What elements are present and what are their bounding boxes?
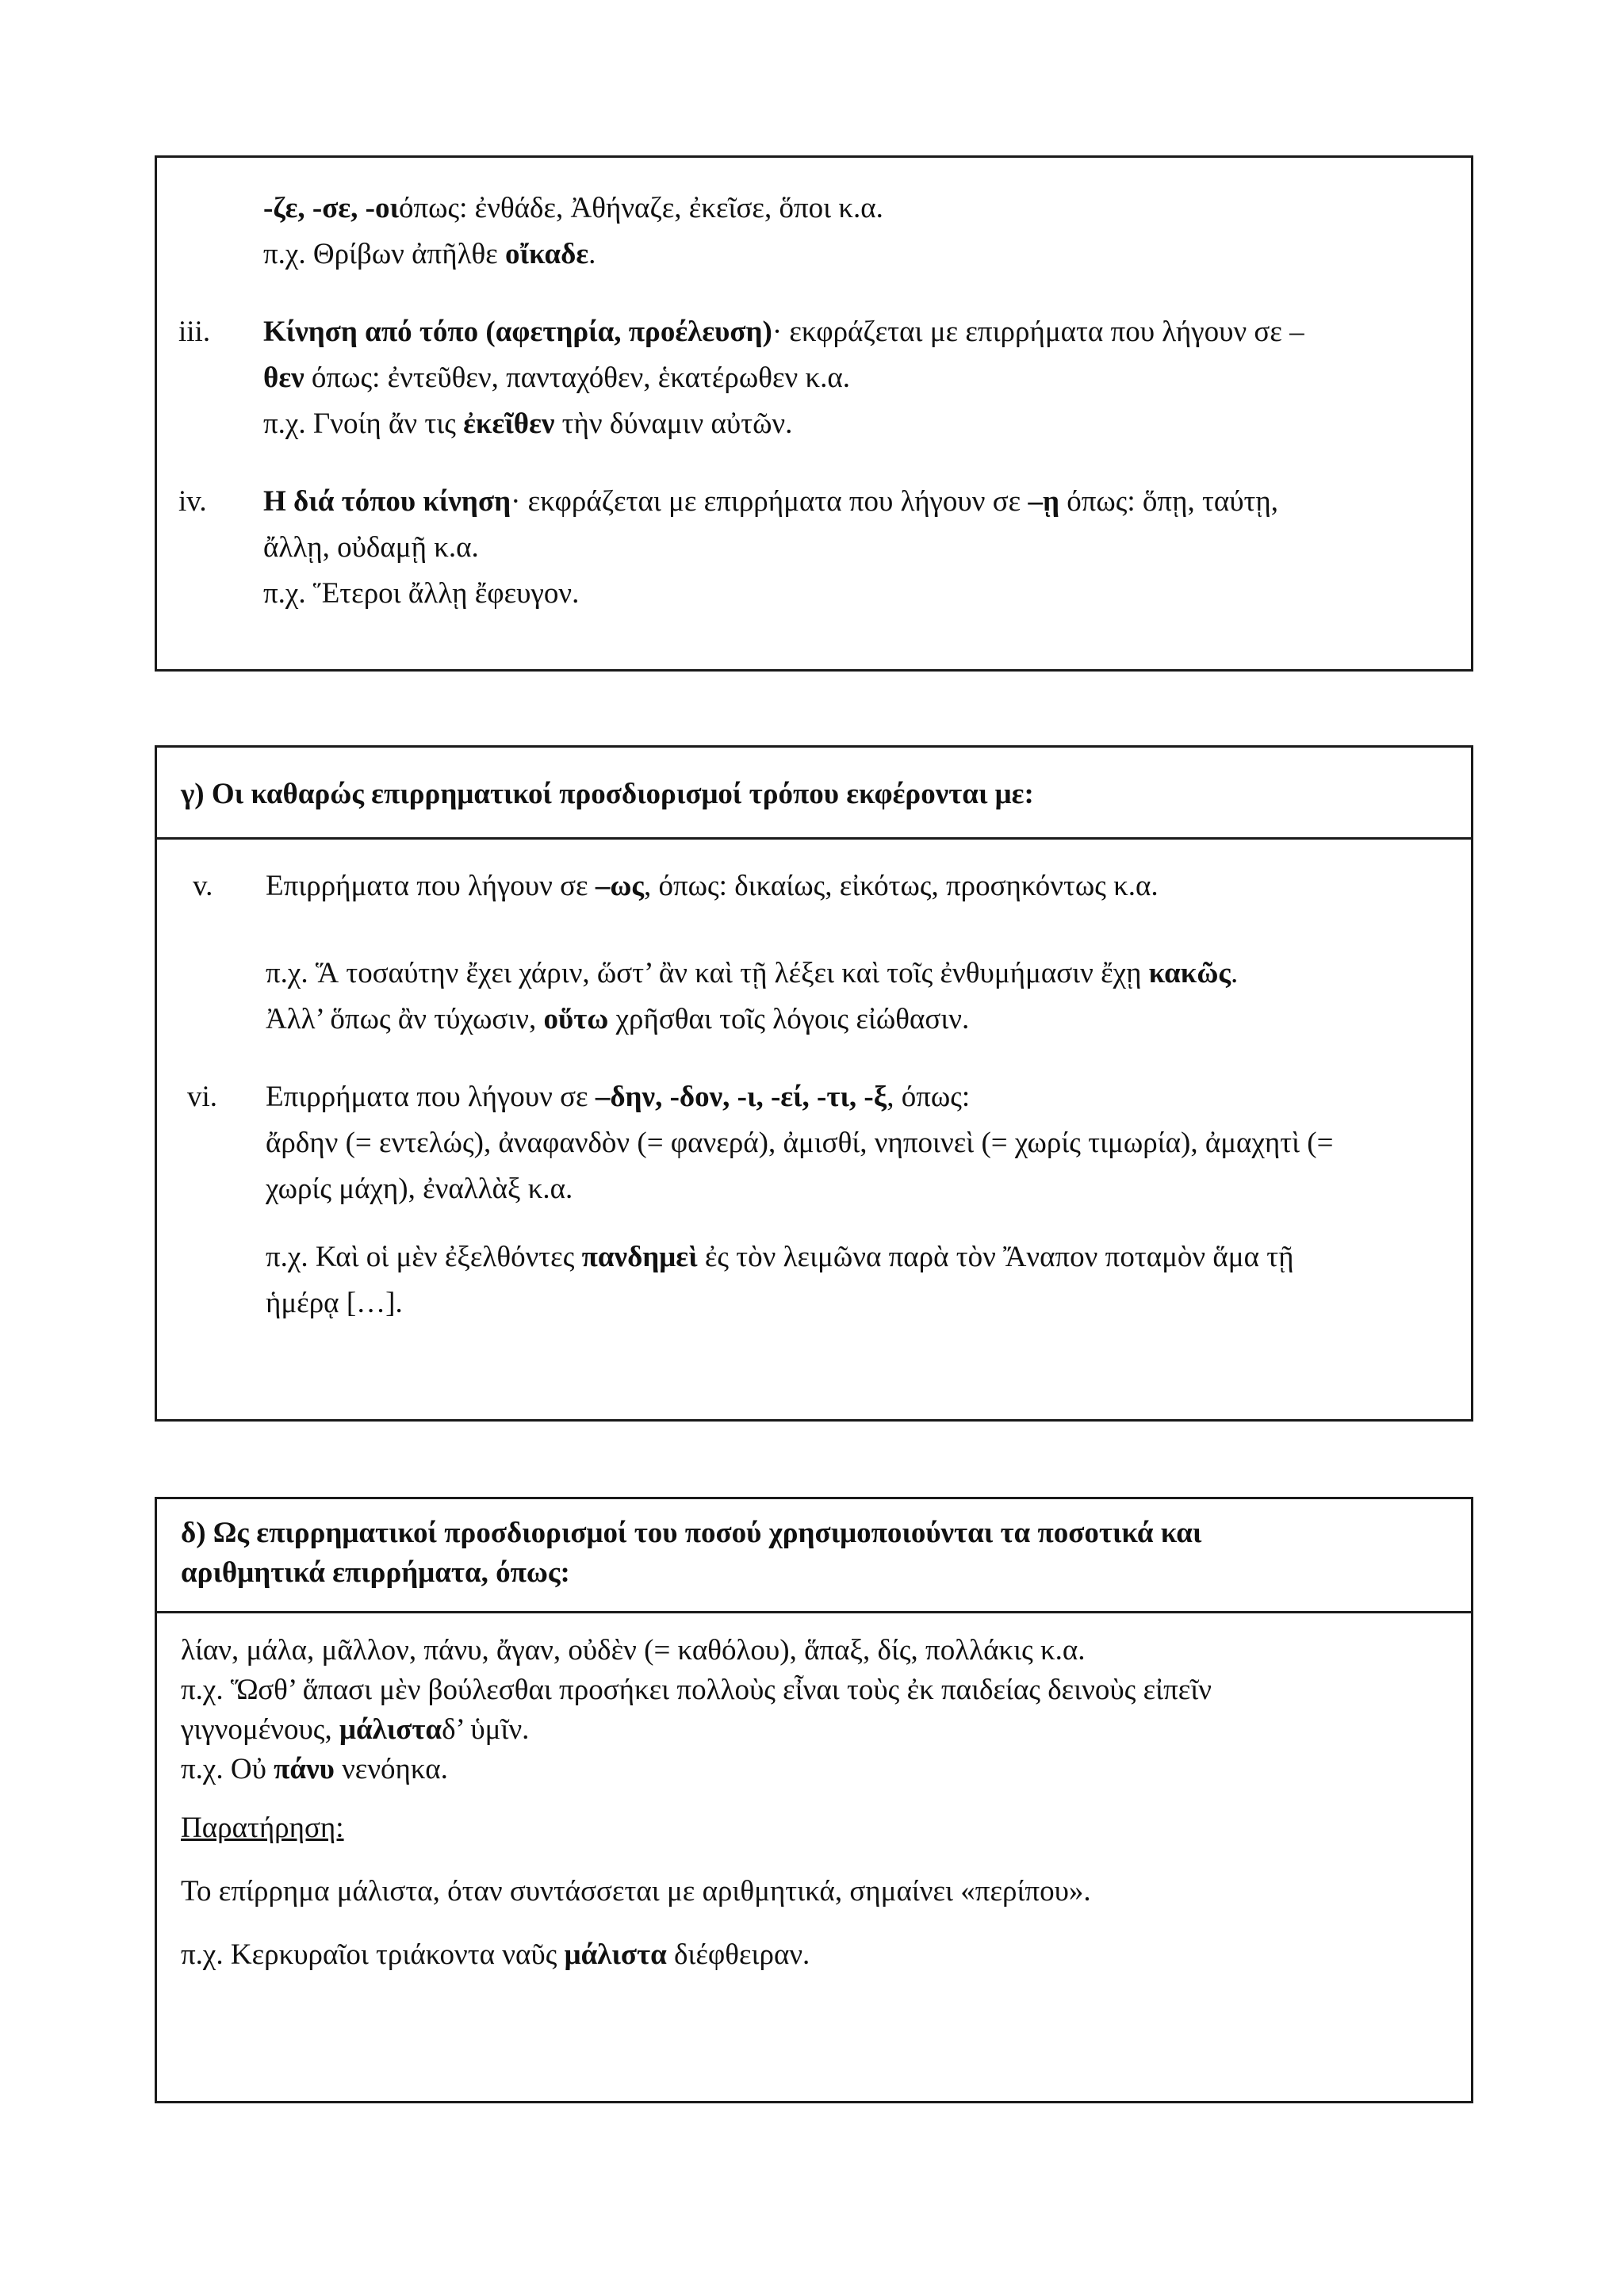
section-box-quantity <box>155 1497 1473 2103</box>
intro-example-line: π.χ. Θρίβων ἀπῆλθε οἴκαδε. <box>263 238 596 270</box>
item-title: Η διά τόπου κίνηση <box>263 485 511 518</box>
item-number: iv. <box>178 485 207 518</box>
intro-suffix-line: -ζε, -σε, -οιόπως: ἐνθάδε, Ἀθήναζε, ἐκεῖσε, ὅποι κ.α. <box>263 192 883 224</box>
item-number: iii. <box>178 316 211 348</box>
section-box-manner <box>155 745 1473 1422</box>
item-v: v. Επιρρήματα που λήγουν σε –ως, όπως: δικαίως, εἰκότως, προσηκόντως κ.α. π.χ. Ἅ τοσαύτην ἔχει χάριν, ὥστ’ ἂν καὶ τῇ λέξει καὶ τοῖς ἐνθυμήμασιν ἔχῃ κακῶς. Ἀλλ’ ὅπως ἂν τύχωσιν, οὕτω χρῆσθαι τοῖς λόγοις εἰώθασιν. <box>157 863 1471 1043</box>
item-number: v. <box>193 870 213 902</box>
note-label: Παρατήρηση: <box>181 1812 344 1844</box>
section-header: δ) Ως επιρρηματικοί προσδιορισμοί του ποσού χρησιμοποιούνται τα ποσοτικά και αριθμητικά επιρρήματα, όπως: <box>157 1499 1471 1613</box>
example-line: Ἀλλ’ ὅπως ἂν τύχωσιν, οὕτω χρῆσθαι τοῖς λόγοις εἰώθασιν. <box>266 1003 970 1035</box>
item-number: vi. <box>187 1081 218 1113</box>
item-vi: vi. Επιρρήματα που λήγουν σε –δην, -δον, -ι, -εί, -τι, -ξ, όπως: ἄρδην (= εντελώς), ἀναφανδὸν (= φανερά), ἀμισθί, νηποινεὶ (= χωρίς τιμωρία), ἀμαχητὶ (= χωρίς μάχη), ἐναλλὰξ κ.α. π.χ. Καὶ οἱ μὲν ἐξελθόντες πανδημεὶ ἐς τὸν λειμῶνα παρὰ τὸν Ἄναπον ποταμὸν ἅμα τῇ ἡμέρᾳ […]. <box>157 1074 1471 1326</box>
note-text: Το επίρρημα μάλιστα, όταν συντάσσεται με αριθμητικά, σημαίνει «περίπου». <box>181 1875 1091 1908</box>
example-line: γιγνομένους, μάλισταδ’ ὑμῖν. <box>181 1713 530 1746</box>
item-title: Κίνηση από τόπο (αφετηρία, προέλευση) <box>263 316 772 348</box>
example-line: π.χ. Ἅ τοσαύτην ἔχει χάριν, ὥστ’ ἂν καὶ τῇ λέξει καὶ τοῖς ἐνθυμήμασιν ἔχῃ κακῶς. <box>266 957 1239 989</box>
item-iii: iii. Κίνηση από τόπο (αφετηρία, προέλευση)· εκφράζεται με επιρρήματα που λήγουν σε – θεν όπως: ἐντεῦθεν, πανταχόθεν, ἑκατέρωθεν κ.α. π.χ. Γνοίη ἄν τις ἐκεῖθεν τὴν δύναμιν αὐτῶν. <box>155 309 1473 447</box>
example-line: π.χ. Ἕτεροι ἄλλῃ ἔφευγον. <box>263 577 580 610</box>
section-box-place-content <box>155 155 1473 617</box>
item-iv: iv. Η διά τόπου κίνηση· εκφράζεται με επιρρήματα που λήγουν σε –ῃ όπως: ὅπῃ, ταύτῃ, ἄλλῃ, οὐδαμῇ κ.α. π.χ. Ἕτεροι ἄλλῃ ἔφευγον. <box>155 479 1473 617</box>
example-line: π.χ. Καὶ οἱ μὲν ἐξελθόντες πανδημεὶ ἐς τὸν λειμῶνα παρὰ τὸν Ἄναπον ποταμὸν ἅμα τῇ <box>266 1241 1294 1273</box>
example-line: π.χ. Κερκυραῖοι τριάκοντα ναῦς μάλιστα διέφθειραν. <box>181 1938 810 1971</box>
example-line: π.χ. Γνοίη ἄν τις ἐκεῖθεν τὴν δύναμιν αὐτῶν. <box>263 408 793 440</box>
adverb-list: λίαν, μάλα, μᾶλλον, πάνυ, ἄγαν, οὐδὲν (= καθόλου), ἅπαξ, δίς, πολλάκις κ.α. <box>181 1634 1086 1667</box>
example-line: π.χ. Ὥσθ’ ἅπασι μὲν βούλεσθαι προσήκει πολλοὺς εἶναι τοὺς ἐκ παιδείας δεινοὺς εἰπεῖν <box>181 1674 1212 1706</box>
example-line: π.χ. Οὐ πάνυ νενόηκα. <box>181 1753 448 1785</box>
intro-block <box>155 186 1473 277</box>
suffix-bold: -ζε, -σε, -οι <box>263 192 399 224</box>
section-header: γ) Οι καθαρώς επιρρηματικοί προσδιορισμοί τρόπου εκφέρονται με: <box>157 748 1471 840</box>
